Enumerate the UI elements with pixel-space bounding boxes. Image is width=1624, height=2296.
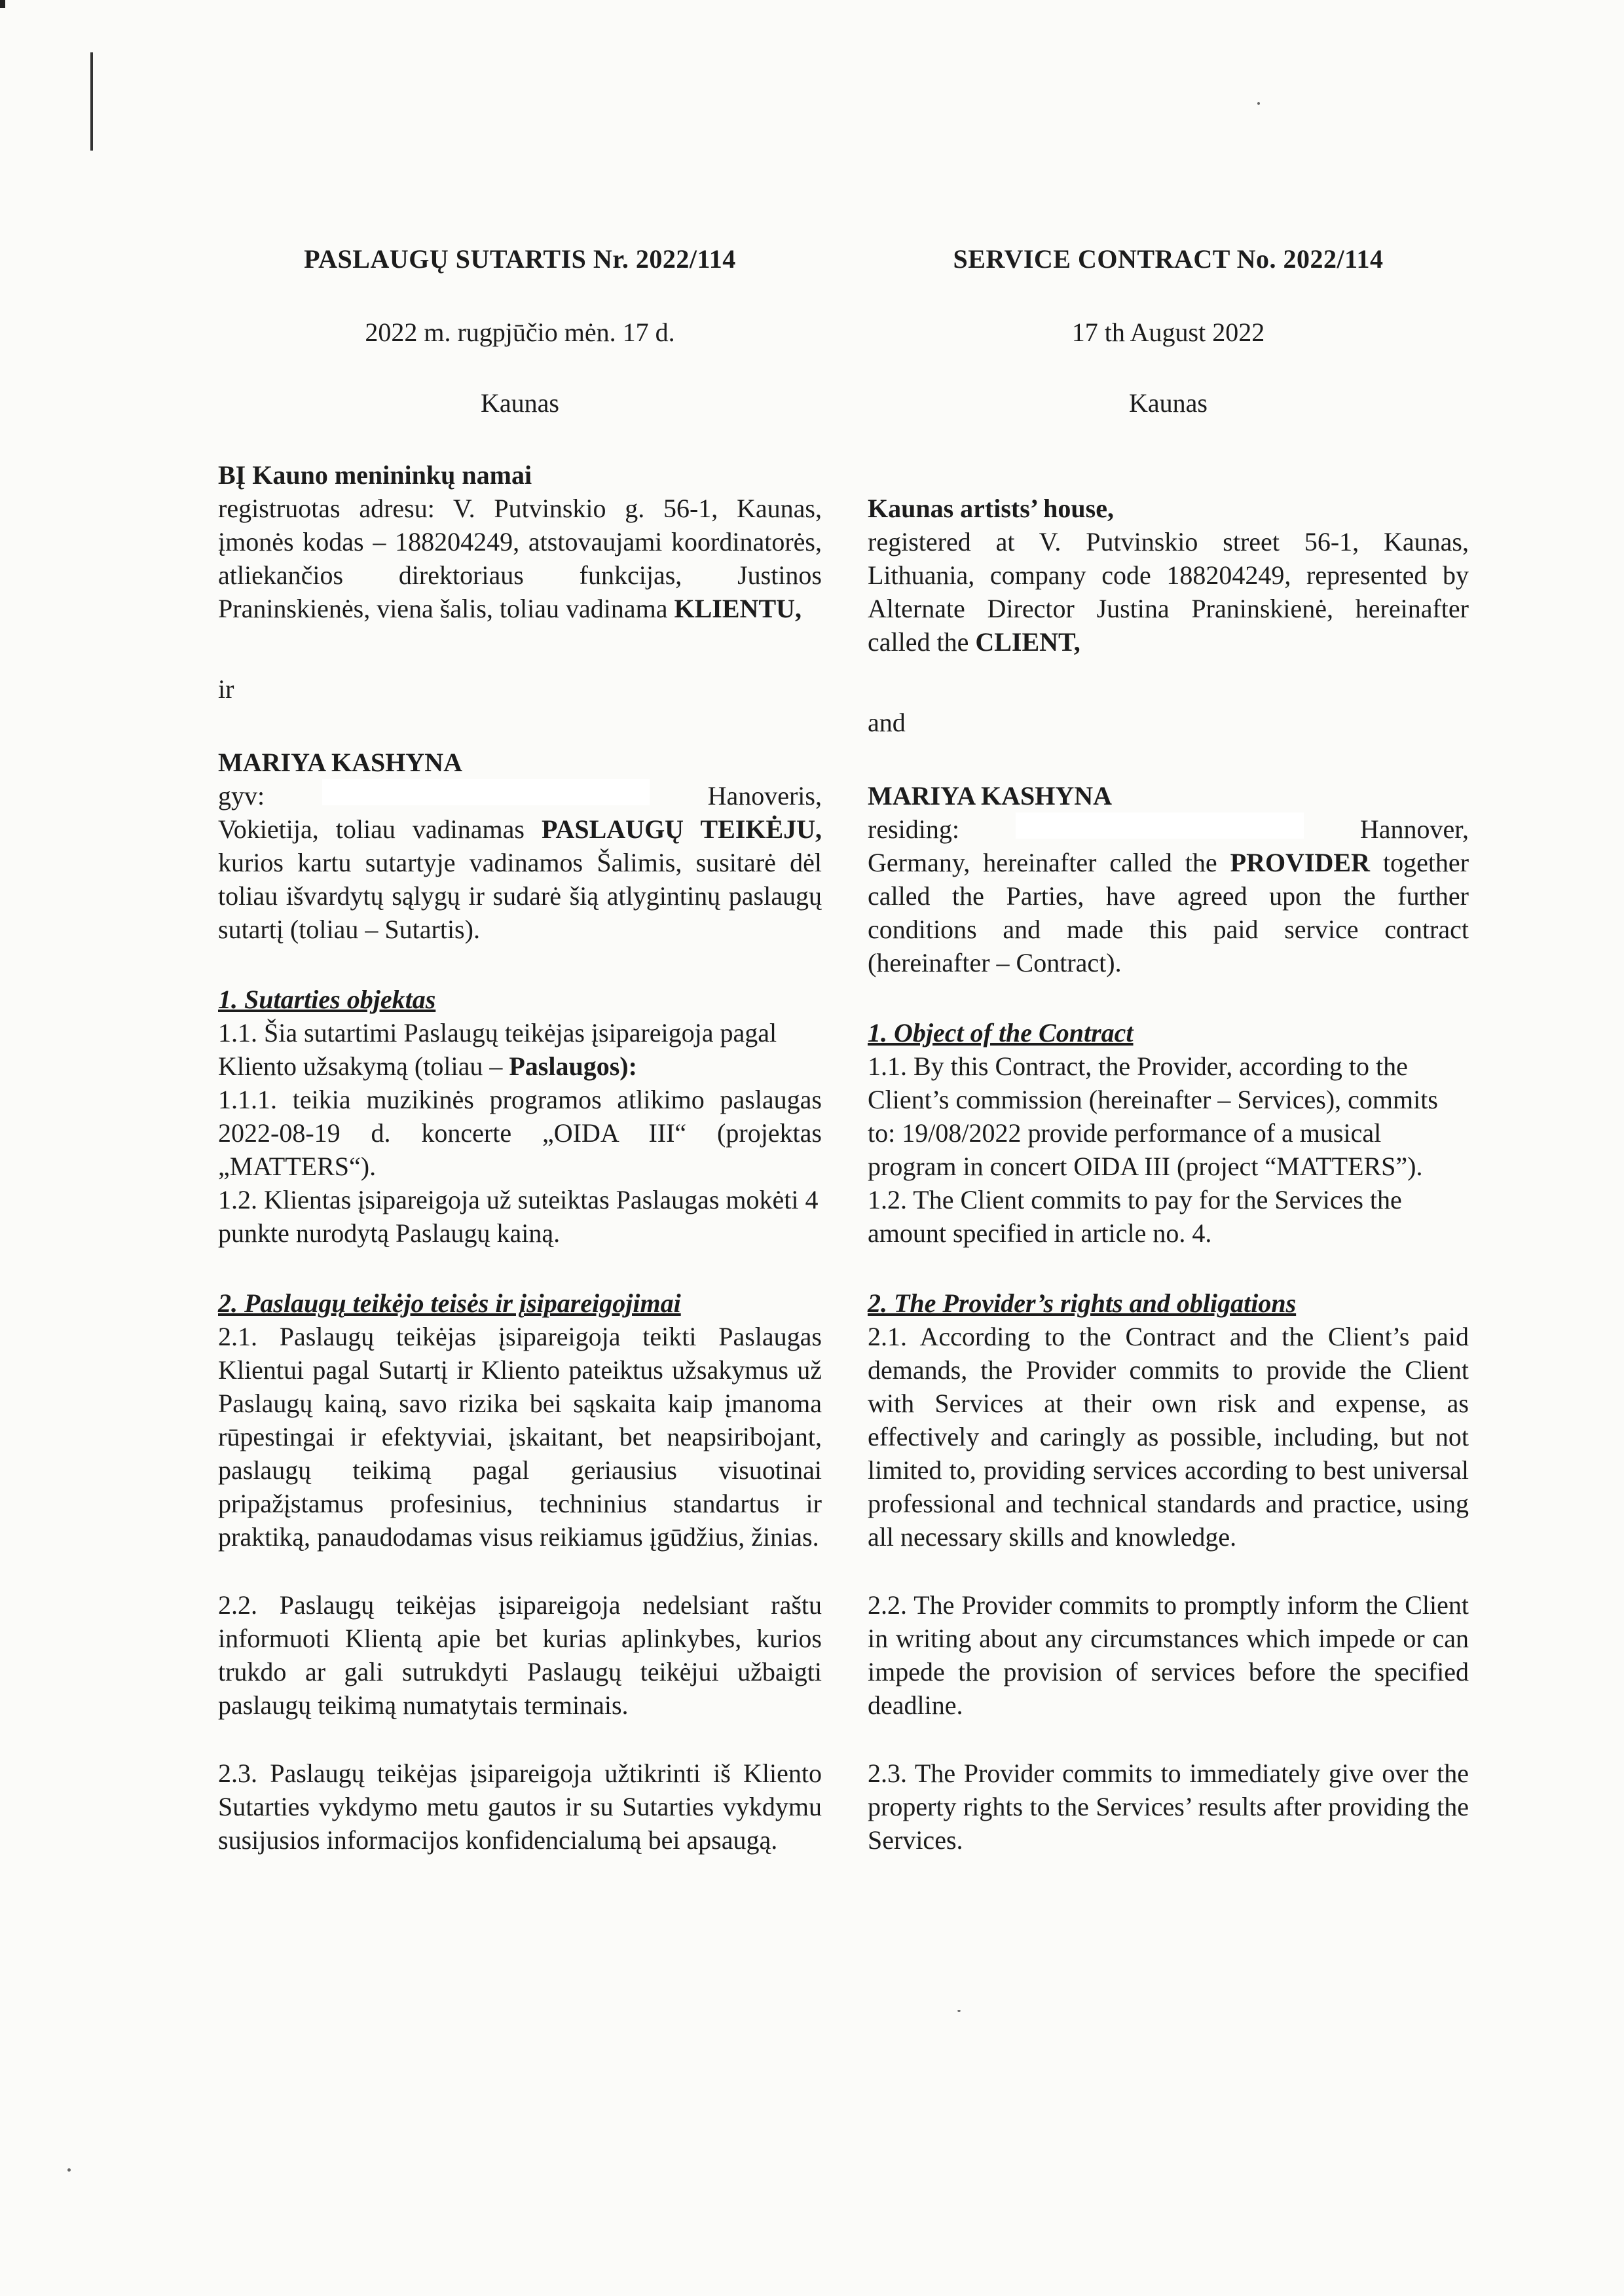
client-description-en: [868, 525, 1469, 659]
provider-details-b-en: together called the Parties, have agreed upon the further conditions and made this paid service contract (hereinafter – Contract).: [868, 848, 1469, 977]
redacted-address: [1016, 812, 1304, 839]
clause-2-2-en: 2.2. The Provider commits to promptly inform the Client in writing about any circumstances which impede or can impede the provision of services before the specified deadline.: [868, 1590, 1469, 1720]
provider-role-en: PROVIDER: [1230, 848, 1370, 877]
contract-title-en: SERVICE CONTRACT No. 2022/114: [953, 244, 1384, 274]
provider-residence-lt: [218, 779, 822, 812]
clause-2-2-lt: 2.2. Paslaugų teikėjas įsipareigoja nedelsiant raštu informuoti Klientą apie bet kurias aplinkybes, kurios trukdo ar gali sutrukdyti Paslaugų teikėjui užbaigti paslaugų teikimą numatytais terminais.: [218, 1590, 822, 1720]
client-details-lt: registruotas adresu: V. Putvinskio g. 56-1, Kaunas, įmonės kodas – 188204249, atstovaujami koordinatorės, atliekančios direktoriaus funkcijas, Justinos Praninskienės, viena šalis, toliau vadinama: [218, 494, 822, 623]
client-role-en: CLIENT,: [975, 627, 1080, 657]
clause-2-3-en: 2.3. The Provider commits to immediately give over the property rights to the Services’ results after providing the Services.: [868, 1758, 1469, 1855]
services-term-lt: Paslaugos):: [509, 1051, 637, 1081]
contract-date-en: 17 th August 2022: [1071, 318, 1265, 347]
clause-2-1-en: 2.1. According to the Contract and the Client’s paid demands, the Provider commits to provide the Client with Services at their own risk and expense, as effectively and caringly as possible, including, but not limited to, providing services according to best universal professional and technical standards and practice, using all necessary skills and knowledge.: [868, 1322, 1469, 1552]
client-name-lt: BĮ Kauno menininkų namai: [218, 460, 532, 490]
provider-name-en: MARIYA KASHYNA: [868, 781, 1113, 811]
client-role-lt: KLIENTU,: [674, 594, 802, 623]
clause-1-2-lt: 1.2. Klientas įsipareigoja už suteiktas Paslaugas mokėti 4 punkte nurodytą Paslaugų kainą.: [218, 1185, 819, 1248]
section-2-title-lt: 2. Paslaugų teikėjo teisės ir įsipareigojimai: [218, 1288, 681, 1318]
provider-description-lt: [218, 812, 822, 946]
contract-date-lt: 2022 m. rugpjūčio mėn. 17 d.: [365, 318, 675, 347]
client-description-lt: [218, 492, 822, 625]
client-details-en: registered at V. Putvinskio street 56-1, Kaunas, Lithuania, company code 188204249, represented by Alternate Director Justina Praninskienė, hereinafter called the: [868, 527, 1469, 657]
redacted-address: [322, 779, 650, 805]
conjunction-en: and: [868, 708, 906, 737]
clause-1-2-en: 1.2. The Client commits to pay for the Services the amount specified in article no. 4.: [868, 1185, 1402, 1248]
provider-details-a-en: Germany, hereinafter called the: [868, 848, 1217, 877]
residence-city-en: Hannover,: [1359, 814, 1469, 844]
clause-1-1-1-lt: 1.1.1. teikia muzikinės programos atlikimo paslaugas 2022-08-19 d. koncerte „OIDA III“ (projektas „MATTERS“).: [218, 1085, 822, 1181]
contract-city-en: Kaunas: [1129, 388, 1208, 418]
client-name-en: Kaunas artists’ house,: [868, 494, 1114, 523]
section-1-title-lt: 1. Sutarties objektas: [218, 985, 436, 1014]
provider-description-en: [868, 846, 1469, 979]
clause-2-1-lt: 2.1. Paslaugų teikėjas įsipareigoja teikti Paslaugas Klientui pagal Sutartį ir Kliento pateiktus užsakymus už Paslaugų kainą, savo rizika bei sąskaita kaip įmanoma rūpestingai ir efektyviai, įskaitant, bet neapsiribojant, paslaugų teikimą pagal geriausius visuotinai pripažįstamus profesinius, techninius standartus ir praktiką, panaudodamas visus reikiamus įgūdžius, žinias.: [218, 1322, 822, 1552]
clause-1-1-text-lt: 1.1. Šia sutartimi Paslaugų teikėjas įsipareigoja pagal Kliento užsakymą (toliau –: [218, 1018, 777, 1081]
clause-1-1-lt: [218, 1016, 822, 1083]
residence-city-lt: Hanoveris,: [707, 781, 822, 811]
english-column: [868, 242, 1469, 1857]
residence-label-en: residing:: [868, 814, 959, 844]
contract-title-lt: PASLAUGŲ SUTARTIS Nr. 2022/114: [304, 244, 736, 274]
section-2-title-en: 2. The Provider’s rights and obligations: [868, 1288, 1297, 1318]
scan-speck: [67, 2168, 71, 2172]
provider-name-lt: MARIYA KASHYNA: [218, 748, 463, 777]
section-1-title-en: 1. Object of the Contract: [868, 1018, 1134, 1048]
clause-2-3-lt: 2.3. Paslaugų teikėjas įsipareigoja užtikrinti iš Kliento Sutarties vykdymo metu gautos ir su Sutarties vykdymu susijusios informacijos konfidencialumą bei apsaugą.: [218, 1758, 822, 1855]
scan-speck: [957, 2010, 961, 2012]
provider-details-b-lt: kurios kartu sutartyje vadinamos Šalimis, susitarė dėl toliau išvardytų sąlygų ir sudarė šią atlygintinų paslaugų sutartį (toliau – Sutartis).: [218, 848, 822, 944]
provider-residence-en: [868, 812, 1469, 846]
provider-role-lt: PASLAUGŲ TEIKĖJU,: [542, 814, 822, 844]
residence-label-lt: gyv:: [218, 781, 265, 811]
conjunction-lt: ir: [218, 674, 234, 704]
contract-city-lt: Kaunas: [481, 388, 559, 418]
lithuanian-column: [218, 242, 822, 1857]
scan-edge-mark: [0, 0, 5, 8]
binder-line: [90, 52, 93, 151]
scan-speck: [1257, 102, 1260, 105]
provider-details-a-lt: Vokietija, toliau vadinamas: [218, 814, 525, 844]
clause-1-1-en: 1.1. By this Contract, the Provider, according to the Client’s commission (hereinafter – Services), commits to: 19/08/2022 provide performance of a musical program in concert OIDA III (project “MATTERS”).: [868, 1051, 1438, 1181]
